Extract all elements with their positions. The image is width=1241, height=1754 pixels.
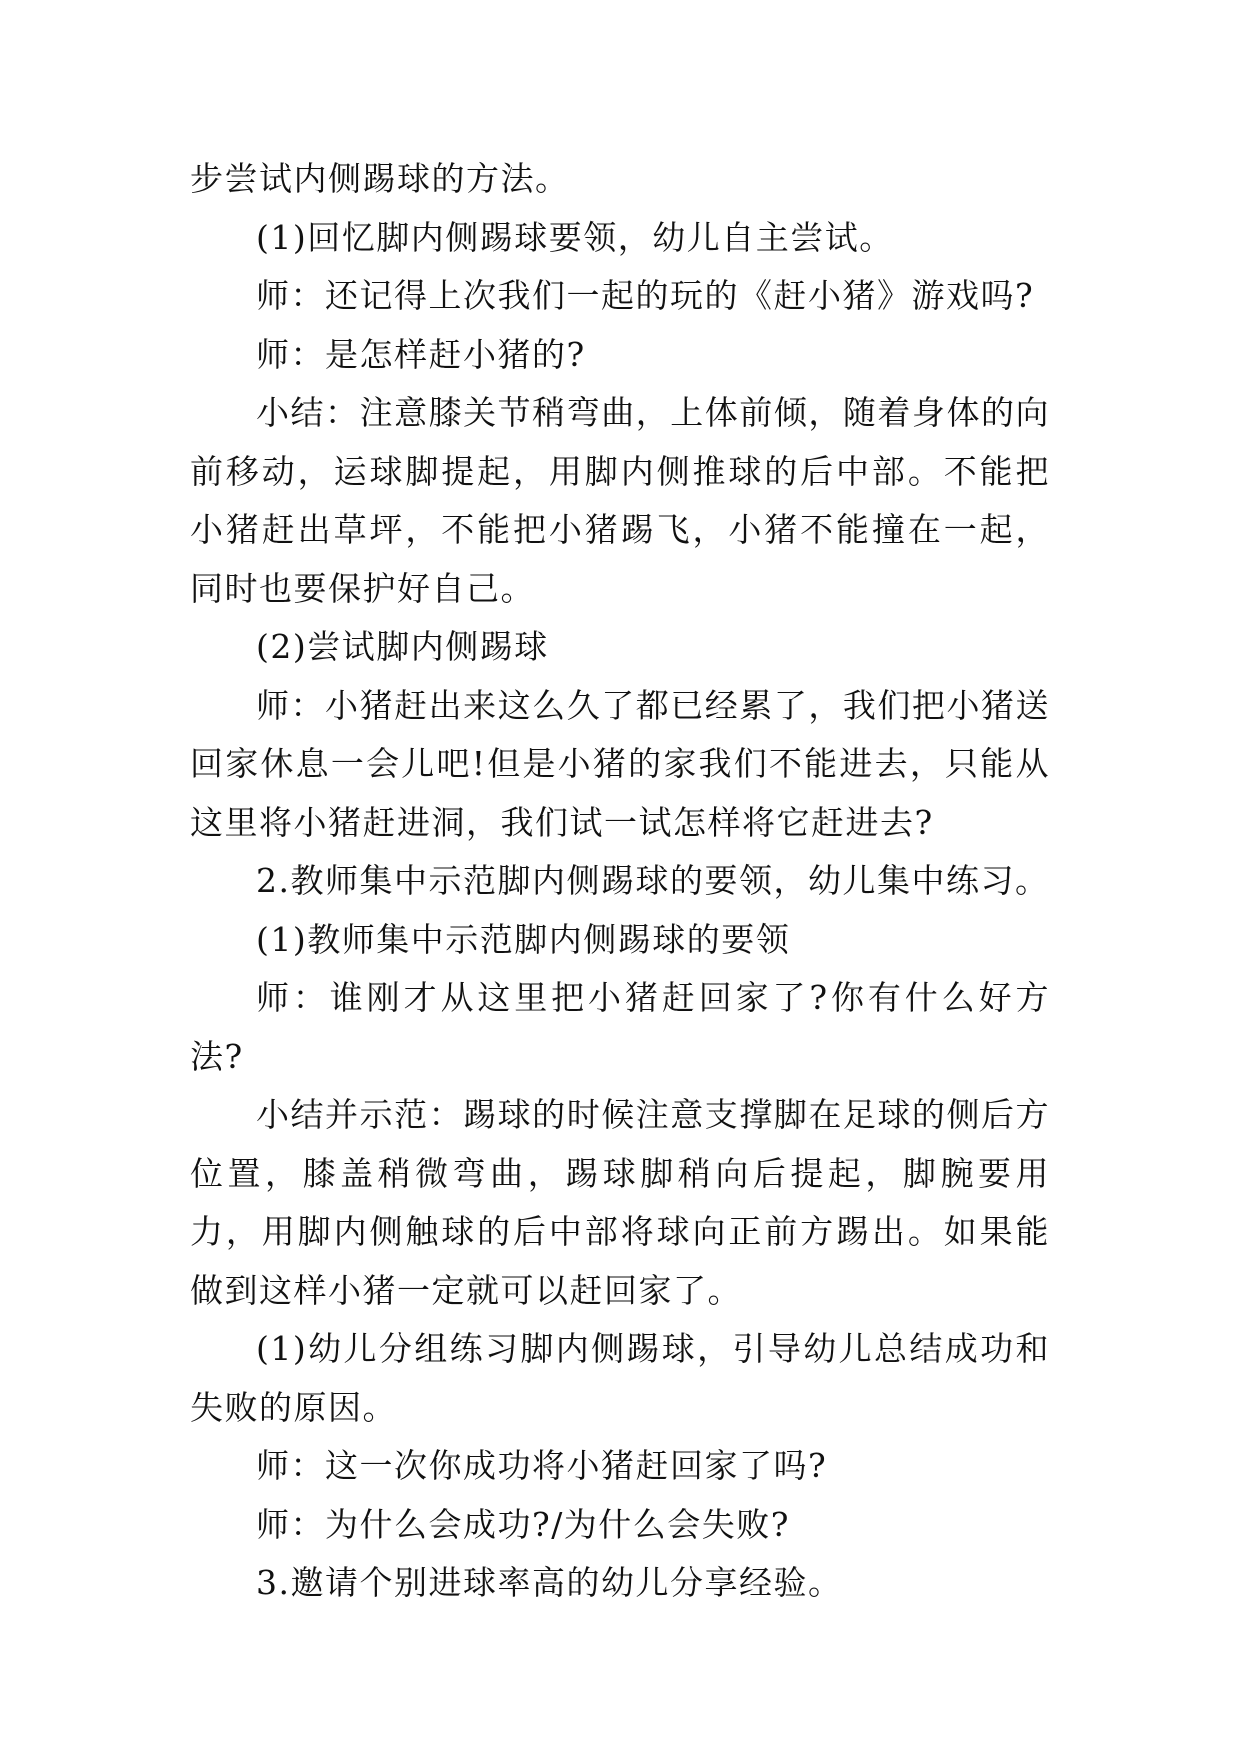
paragraph: 步尝试内侧踢球的方法。 [190,159,570,198]
paragraph: 小结：注意膝关节稍弯曲，上体前倾，随着身体的向前移动，运球脚提起，用脚内侧推球的后中部。不能把小猪赶出草坪，不能把小猪踢飞，小猪不能撞在一起，同时也要保护好自己。 [190,393,1050,608]
paragraph: 师：这一次你成功将小猪赶回家了吗? [256,1446,828,1485]
paragraph: 小结并示范：踢球的时候注意支撑脚在足球的侧后方位置，膝盖稍微弯曲，踢球脚稍向后提起，脚腕要用力，用脚内侧触球的后中部将球向正前方踢出。如果能做到这样小猪一定就可以赶回家了。 [190,1095,1050,1310]
paragraph: 师：还记得上次我们一起的玩的《赶小猪》游戏吗? [256,276,1035,315]
paragraph: 师：是怎样赶小猪的? [256,334,586,374]
paragraph: 师：谁刚才从这里把小猪赶回家了?你有什么好方法? [190,978,1050,1076]
paragraph: (1)幼儿分组练习脚内侧踢球，引导幼儿总结成功和失败的原因。 [190,1329,1050,1427]
paragraph: (2)尝试脚内侧踢球 [256,627,549,666]
paragraph: 2.教师集中示范脚内侧踢球的要领，幼儿集中练习。 [256,861,1050,900]
paragraph: (1)回忆脚内侧踢球要领，幼儿自主尝试。 [256,217,894,257]
paragraph: 师：小猪赶出来这么久了都已经累了，我们把小猪送回家休息一会儿吧!但是小猪的家我们不能进去，只能从这里将小猪赶进洞，我们试一试怎样将它赶进去? [190,685,1050,842]
paragraph: (1)教师集中示范脚内侧踢球的要领 [256,919,791,959]
paragraph: 师：为什么会成功?/为什么会失败? [256,1504,791,1544]
document-body [190,150,1050,1613]
paragraph: 3.邀请个别进球率高的幼儿分享经验。 [256,1563,843,1602]
